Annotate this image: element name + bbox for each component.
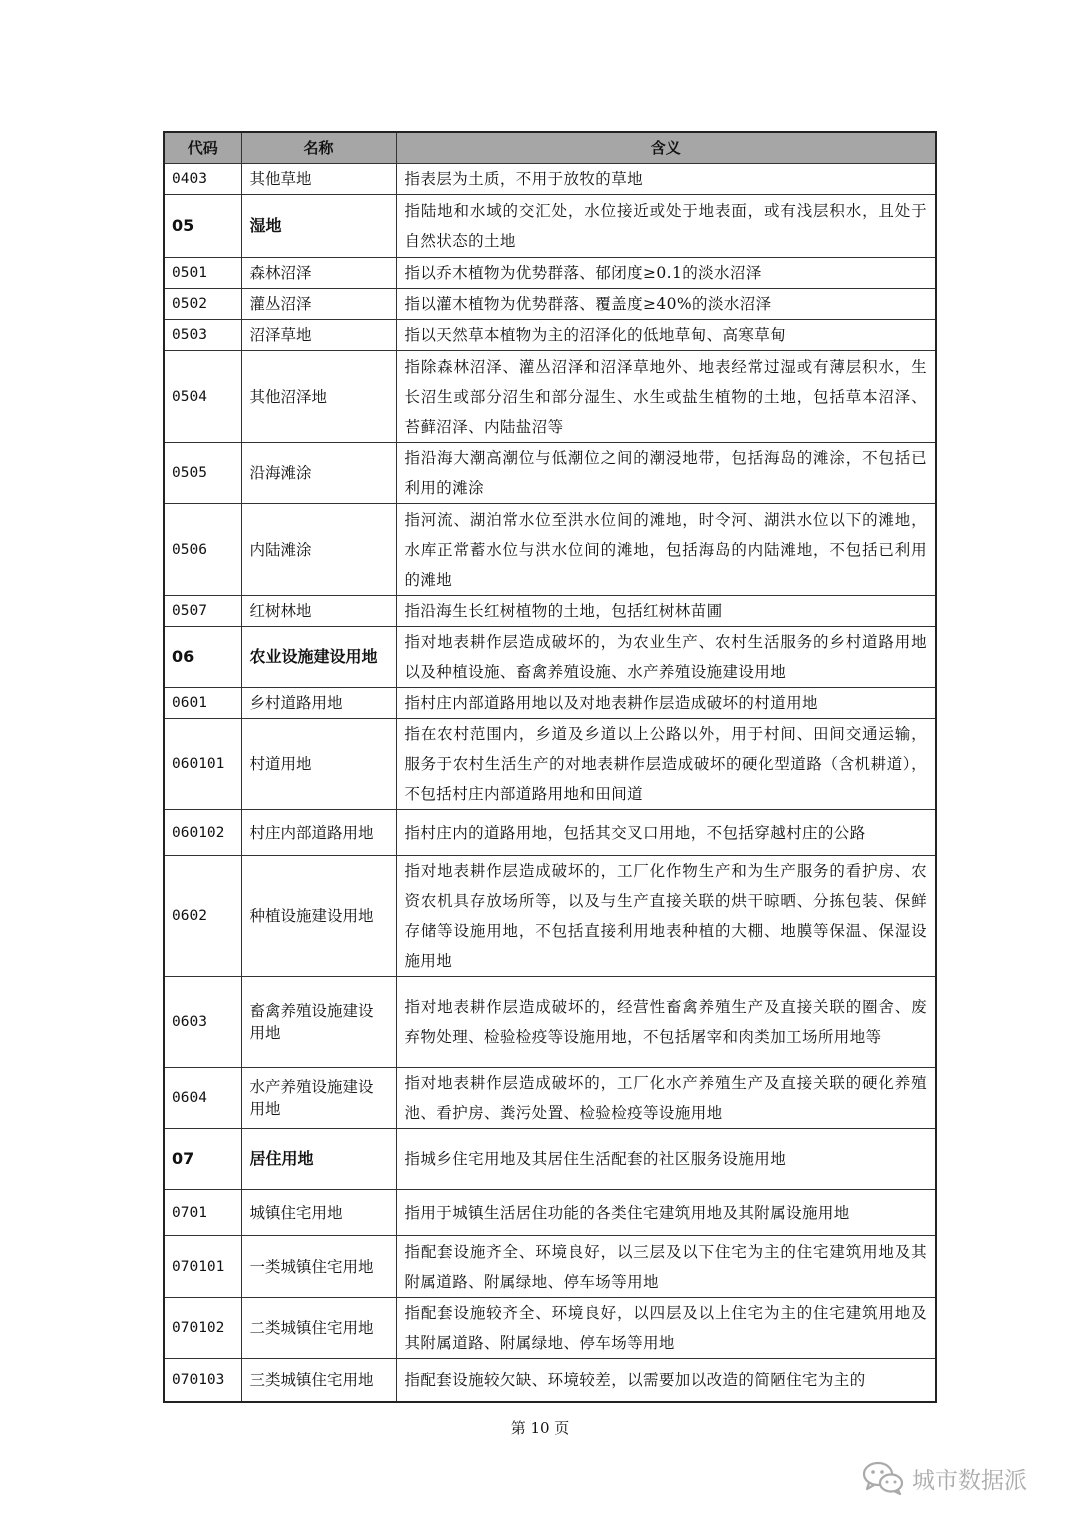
row-name: 畜禽养殖设施建设用地 — [241, 977, 396, 1068]
wechat-icon — [862, 1460, 904, 1496]
row-code: 070102 — [164, 1298, 241, 1359]
row-code: 070101 — [164, 1236, 241, 1298]
row-description: 指表层为土质，不用于放牧的草地 — [396, 164, 936, 195]
row-name: 村庄内部道路用地 — [241, 810, 396, 856]
row-name: 二类城镇住宅用地 — [241, 1298, 396, 1359]
row-name: 一类城镇住宅用地 — [241, 1236, 396, 1298]
row-name: 沼泽草地 — [241, 320, 396, 351]
row-name: 内陆滩涂 — [241, 504, 396, 596]
watermark — [862, 1458, 1027, 1498]
table-row — [164, 719, 936, 810]
table-row — [164, 164, 936, 195]
table-row-major-class — [164, 627, 936, 688]
row-description: 指村庄内部道路用地以及对地表耕作层造成破坏的村道用地 — [396, 688, 936, 719]
row-description: 指以乔木植物为优势群落、郁闭度≥0.1的淡水沼泽 — [396, 258, 936, 289]
row-code: 070103 — [164, 1359, 241, 1402]
table-row — [164, 504, 936, 596]
row-code: 0604 — [164, 1068, 241, 1129]
row-code: 0603 — [164, 977, 241, 1068]
row-code: 0601 — [164, 688, 241, 719]
row-code: 0501 — [164, 258, 241, 289]
row-description: 指用于城镇生活居住功能的各类住宅建筑用地及其附属设施用地 — [396, 1190, 936, 1236]
row-description: 指对地表耕作层造成破坏的，经营性畜禽养殖生产及直接关联的圈舍、废弃物处理、检验检疫等设施用地，不包括屠宰和肉类加工场所用地等 — [396, 977, 936, 1068]
row-code: 060101 — [164, 719, 241, 810]
table-row-major-class — [164, 1129, 936, 1190]
row-code: 0502 — [164, 289, 241, 320]
row-code: 0505 — [164, 443, 241, 504]
row-code: 07 — [164, 1129, 241, 1190]
table-row — [164, 1190, 936, 1236]
table-row — [164, 856, 936, 977]
row-name: 种植设施建设用地 — [241, 856, 396, 977]
row-name: 水产养殖设施建设用地 — [241, 1068, 396, 1129]
row-code: 05 — [164, 195, 241, 258]
row-description: 指沿海大潮高潮位与低潮位之间的潮浸地带，包括海岛的滩涂，不包括已利用的滩涂 — [396, 443, 936, 504]
row-description: 指陆地和水域的交汇处，水位接近或处于地表面，或有浅层积水，且处于自然状态的土地 — [396, 195, 936, 258]
row-description: 指城乡住宅用地及其居住生活配套的社区服务设施用地 — [396, 1129, 936, 1190]
row-description: 指沿海生长红树植物的土地，包括红树林苗圃 — [396, 596, 936, 627]
table-header-row — [164, 132, 936, 164]
row-description: 指以灌木植物为优势群落、覆盖度≥40%的淡水沼泽 — [396, 289, 936, 320]
table-row — [164, 688, 936, 719]
table-row — [164, 1068, 936, 1129]
table-row — [164, 1298, 936, 1359]
table-row — [164, 1359, 936, 1402]
page-number: 第 10 页 — [510, 1419, 570, 1437]
row-code: 0503 — [164, 320, 241, 351]
row-description: 指配套设施较欠缺、环境较差，以需要加以改造的简陋住宅为主的 — [396, 1359, 936, 1402]
row-description: 指河流、湖泊常水位至洪水位间的滩地，时令河、湖洪水位以下的滩地，水库正常蓄水位与洪水位间的滩地，包括海岛的内陆滩地，不包括已利用的滩地 — [396, 504, 936, 596]
header-meaning: 含义 — [396, 132, 936, 164]
row-code: 0602 — [164, 856, 241, 977]
landuse-classification-table — [163, 131, 937, 1403]
row-description: 指配套设施齐全、环境良好，以三层及以下住宅为主的住宅建筑用地及其附属道路、附属绿地、停车场等用地 — [396, 1236, 936, 1298]
table-row — [164, 810, 936, 856]
table-row — [164, 258, 936, 289]
row-name: 城镇住宅用地 — [241, 1190, 396, 1236]
row-code: 06 — [164, 627, 241, 688]
header-code: 代码 — [164, 132, 241, 164]
row-name: 森林沼泽 — [241, 258, 396, 289]
row-description: 指对地表耕作层造成破坏的，为农业生产、农村生活服务的乡村道路用地以及种植设施、畜禽养殖设施、水产养殖设施建设用地 — [396, 627, 936, 688]
table-row-major-class — [164, 195, 936, 258]
row-description: 指除森林沼泽、灌丛沼泽和沼泽草地外、地表经常过湿或有薄层积水，生长沼生或部分沼生和部分湿生、水生或盐生植物的土地，包括草本沼泽、苔藓沼泽、内陆盐沼等 — [396, 351, 936, 443]
table-row — [164, 320, 936, 351]
table-row — [164, 977, 936, 1068]
row-name: 三类城镇住宅用地 — [241, 1359, 396, 1402]
row-name: 红树林地 — [241, 596, 396, 627]
row-name: 沿海滩涂 — [241, 443, 396, 504]
table-row — [164, 1236, 936, 1298]
row-name: 村道用地 — [241, 719, 396, 810]
table-row — [164, 443, 936, 504]
row-name: 其他沼泽地 — [241, 351, 396, 443]
row-description: 指以天然草本植物为主的沼泽化的低地草甸、高寒草甸 — [396, 320, 936, 351]
table-row — [164, 289, 936, 320]
row-description: 指配套设施较齐全、环境良好，以四层及以上住宅为主的住宅建筑用地及其附属道路、附属绿地、停车场等用地 — [396, 1298, 936, 1359]
row-code: 060102 — [164, 810, 241, 856]
row-name: 乡村道路用地 — [241, 688, 396, 719]
header-name: 名称 — [241, 132, 396, 164]
row-description: 指村庄内的道路用地，包括其交叉口用地，不包括穿越村庄的公路 — [396, 810, 936, 856]
table-row — [164, 351, 936, 443]
table-row — [164, 596, 936, 627]
row-description: 指在农村范围内，乡道及乡道以上公路以外，用于村间、田间交通运输，服务于农村生活生产的对地表耕作层造成破坏的硬化型道路（含机耕道），不包括村庄内部道路用地和田间道 — [396, 719, 936, 810]
row-description: 指对地表耕作层造成破坏的，工厂化水产养殖生产及直接关联的硬化养殖池、看护房、粪污处置、检验检疫等设施用地 — [396, 1068, 936, 1129]
row-code: 0701 — [164, 1190, 241, 1236]
row-name: 农业设施建设用地 — [241, 627, 396, 688]
row-code: 0506 — [164, 504, 241, 596]
row-name: 居住用地 — [241, 1129, 396, 1190]
row-name: 湿地 — [241, 195, 396, 258]
row-description: 指对地表耕作层造成破坏的，工厂化作物生产和为生产服务的看护房、农资农机具存放场所等，以及与生产直接关联的烘干晾晒、分拣包装、保鲜存储等设施用地，不包括直接利用地表种植的大棚、地膜等保温、保湿设施用地 — [396, 856, 936, 977]
watermark-text: 城市数据派 — [912, 1467, 1027, 1494]
row-name: 其他草地 — [241, 164, 396, 195]
row-code: 0403 — [164, 164, 241, 195]
row-code: 0507 — [164, 596, 241, 627]
row-code: 0504 — [164, 351, 241, 443]
row-name: 灌丛沼泽 — [241, 289, 396, 320]
